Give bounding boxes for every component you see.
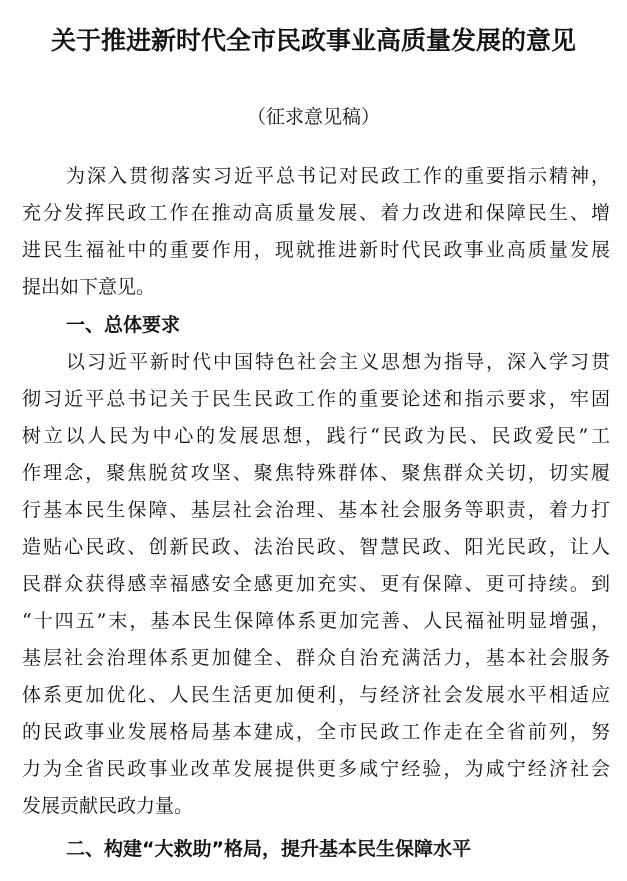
section1-line: 作理念，聚焦脱贫攻坚、聚焦特殊群体、聚焦群众关切，切实履 xyxy=(22,462,610,484)
intro-line: 充分发挥民政工作在推动高质量发展、着力改进和保障民生、增 xyxy=(22,202,610,224)
section1-line: 基层社会治理体系更加健全、群众自治充满活力，基本社会服务 xyxy=(22,647,610,669)
section1-line: 以习近平新时代中国特色社会主义思想为指导，深入学习贯 xyxy=(66,351,610,373)
section-heading-1: 一、总体要求 xyxy=(66,314,181,336)
section1-line: 的民政事业发展格局基本建成，全市民政工作走在全省前列，努 xyxy=(22,721,610,743)
section1-line: 彻习近平总书记关于民生民政工作的重要论述和指示要求，牢固 xyxy=(22,388,610,410)
section1-line: 力为全省民政事业改革发展提供更多咸宁经验，为咸宁经济社会 xyxy=(22,758,610,780)
intro-line: 进民生福祉中的重要作用，现就推进新时代民政事业高质量发展 xyxy=(22,239,610,261)
section1-line: 造贴心民政、创新民政、法治民政、智慧民政、阳光民政，让人 xyxy=(22,536,610,558)
intro-line: 为深入贯彻落实习近平总书记对民政工作的重要指示精神， xyxy=(66,165,610,187)
document-title: 关于推进新时代全市民政事业高质量发展的意见 xyxy=(50,26,576,55)
section1-line: 树立以人民为中心的发展思想，践行“民政为民、民政爱民”工 xyxy=(22,425,610,447)
section1-line: 民群众获得感幸福感安全感更加充实、更有保障、更可持续。到 xyxy=(22,573,610,595)
section1-line: 体系更加优化、人民生活更加便利，与经济社会发展水平相适应 xyxy=(22,684,610,706)
section-heading-2: 二、构建“大救助”格局，提升基本民生保障水平 xyxy=(66,838,471,860)
section1-line: “十四五”末，基本民生保障体系更加完善、人民福祉明显增强， xyxy=(22,610,610,632)
section1-line: 行基本民生保障、基层社会治理、基本社会服务等职责，着力打 xyxy=(22,499,610,521)
intro-line: 提出如下意见。 xyxy=(22,276,156,298)
document-subtitle: （征求意见稿） xyxy=(246,106,380,128)
section1-line: 发展贡献民政力量。 xyxy=(22,795,194,817)
